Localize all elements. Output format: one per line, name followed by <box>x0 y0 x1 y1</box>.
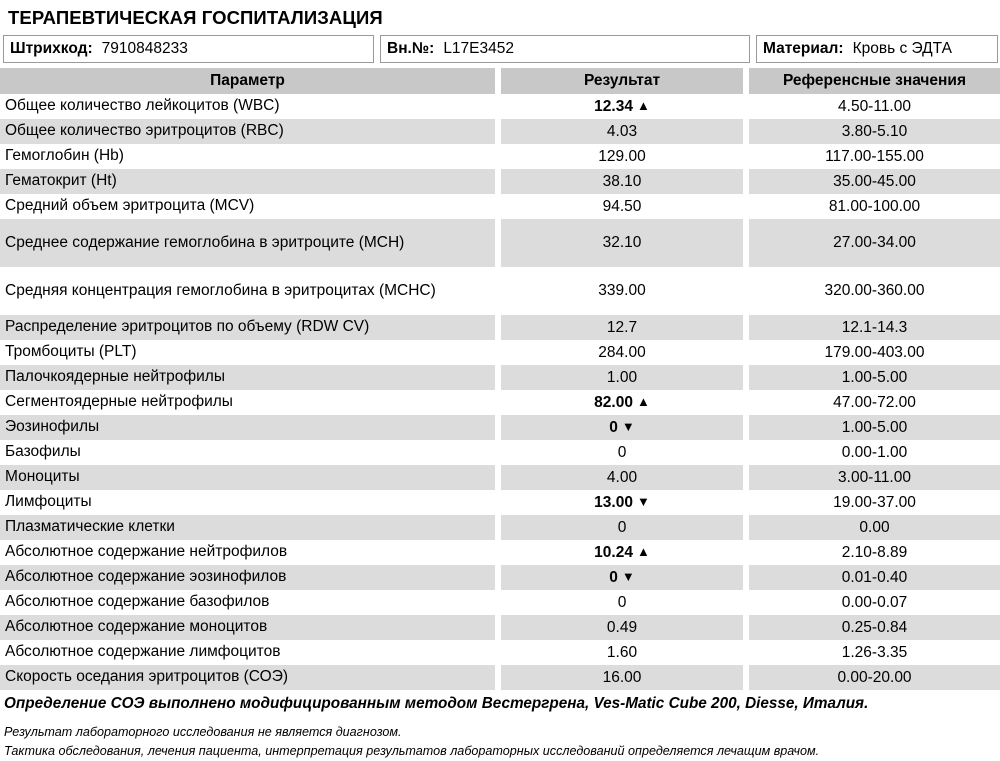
flag-down-icon: ▼ <box>636 493 650 509</box>
column-header-result: Результат <box>501 68 743 94</box>
table-row <box>0 490 1000 515</box>
cell-parameter: Моноциты <box>0 465 495 490</box>
material-label: Материал: <box>763 40 844 58</box>
cell-parameter: Абсолютное содержание базофилов <box>0 590 495 615</box>
cell-parameter: Скорость оседания эритроцитов (СОЭ) <box>0 665 495 690</box>
flag-up-icon: ▲ <box>636 543 650 559</box>
cell-parameter: Базофилы <box>0 440 495 465</box>
table-row <box>0 119 1000 144</box>
cell-parameter: Эозинофилы <box>0 415 495 440</box>
spacer <box>4 715 1000 723</box>
table-row <box>0 565 1000 590</box>
table-row <box>0 194 1000 219</box>
result-value: 0 <box>617 593 627 611</box>
result-value: 284.00 <box>598 343 646 361</box>
internal-number-field <box>380 35 750 63</box>
result-value: 10.24 <box>594 543 633 561</box>
cell-parameter: Плазматические клетки <box>0 515 495 540</box>
cell-parameter: Общее количество эритроцитов (RBC) <box>0 119 495 144</box>
cell-result <box>501 665 743 690</box>
table-row <box>0 590 1000 615</box>
cell-reference: 81.00-100.00 <box>749 194 1000 219</box>
cell-result <box>501 615 743 640</box>
result-value: 1.00 <box>606 368 638 386</box>
material-field <box>756 35 998 63</box>
internal-number-label: Вн.№: <box>387 40 435 58</box>
table-row <box>0 219 1000 267</box>
cell-parameter: Распределение эритроцитов по объему (RDW CV) <box>0 315 495 340</box>
cell-parameter: Средняя концентрация гемоглобина в эритроцитах (MCHC) <box>0 267 495 315</box>
table-row <box>0 267 1000 315</box>
cell-parameter: Сегментоядерные нейтрофилы <box>0 390 495 415</box>
cell-parameter: Среднее содержание гемоглобина в эритроците (MCH) <box>0 219 495 267</box>
cell-parameter: Тромбоциты (PLT) <box>0 340 495 365</box>
table-body <box>0 94 1000 690</box>
page-title: ТЕРАПЕВТИЧЕСКАЯ ГОСПИТАЛИЗАЦИЯ <box>8 7 383 28</box>
internal-number-value: L17E3452 <box>443 40 514 58</box>
table-row <box>0 465 1000 490</box>
table-header-row <box>0 68 1000 94</box>
table-header <box>0 68 1000 94</box>
result-value: 38.10 <box>602 172 642 190</box>
cell-result <box>501 315 743 340</box>
table-row <box>0 94 1000 119</box>
table-row <box>0 615 1000 640</box>
column-header-parameter: Параметр <box>0 68 495 94</box>
method-note: Определение СОЭ выполнено модифицированным методом Вестергрена, Ves-Matic Cube 200, Diesse, Италия. <box>4 695 869 713</box>
barcode-value: 7910848233 <box>101 40 188 58</box>
cell-result <box>501 640 743 665</box>
cell-parameter: Абсолютное содержание нейтрофилов <box>0 540 495 565</box>
cell-parameter: Абсолютное содержание эозинофилов <box>0 565 495 590</box>
cell-reference: 12.1-14.3 <box>749 315 1000 340</box>
flag-up-icon: ▲ <box>636 393 650 409</box>
cell-result <box>501 340 743 365</box>
table-row <box>0 515 1000 540</box>
result-value: 4.00 <box>606 468 638 486</box>
cell-reference: 320.00-360.00 <box>749 267 1000 315</box>
cell-parameter: Средний объем эритроцита (MCV) <box>0 194 495 219</box>
disclaimer-line-1: Результат лабораторного исследования не является диагнозом. <box>4 724 402 739</box>
cell-reference: 27.00-34.00 <box>749 219 1000 267</box>
cell-result <box>501 465 743 490</box>
table-row <box>0 540 1000 565</box>
table-row <box>0 365 1000 390</box>
disclaimer-line-2: Тактика обследования, лечения пациента, интерпретация результатов лабораторных исследований определяется лечащим врачом. <box>4 743 820 758</box>
result-value: 0 <box>609 568 618 586</box>
cell-result <box>501 590 743 615</box>
cell-parameter: Гематокрит (Ht) <box>0 169 495 194</box>
cell-parameter: Абсолютное содержание моноцитов <box>0 615 495 640</box>
table-row <box>0 315 1000 340</box>
cell-reference: 0.00-1.00 <box>749 440 1000 465</box>
cell-reference: 35.00-45.00 <box>749 169 1000 194</box>
cell-result <box>501 267 743 315</box>
cell-reference: 0.25-0.84 <box>749 615 1000 640</box>
result-value: 1.60 <box>606 643 638 661</box>
table-row <box>0 440 1000 465</box>
result-value: 0 <box>609 418 618 436</box>
cell-parameter: Абсолютное содержание лимфоцитов <box>0 640 495 665</box>
cell-result <box>501 144 743 169</box>
cell-result <box>501 94 743 119</box>
cell-reference: 47.00-72.00 <box>749 390 1000 415</box>
column-header-reference: Референсные значения <box>749 68 1000 94</box>
material-value: Кровь с ЭДТА <box>852 40 952 58</box>
cell-result <box>501 415 743 440</box>
barcode-label: Штрихкод: <box>10 40 93 58</box>
cell-reference: 0.00-0.07 <box>749 590 1000 615</box>
barcode-field <box>3 35 374 63</box>
cell-result <box>501 515 743 540</box>
result-value: 0 <box>617 518 627 536</box>
cell-reference: 3.80-5.10 <box>749 119 1000 144</box>
table-row <box>0 340 1000 365</box>
cell-result <box>501 540 743 565</box>
flag-down-icon: ▼ <box>621 568 635 584</box>
cell-reference: 1.00-5.00 <box>749 365 1000 390</box>
cell-parameter: Гемоглобин (Hb) <box>0 144 495 169</box>
cell-reference: 2.10-8.89 <box>749 540 1000 565</box>
flag-up-icon: ▲ <box>636 97 650 113</box>
result-value: 4.03 <box>606 122 638 140</box>
cell-result <box>501 119 743 144</box>
table-row <box>0 415 1000 440</box>
info-bar <box>0 35 1000 63</box>
result-value: 12.7 <box>606 318 638 336</box>
cell-parameter: Общее количество лейкоцитов (WBC) <box>0 94 495 119</box>
result-value: 129.00 <box>598 147 646 165</box>
cell-reference: 0.00-20.00 <box>749 665 1000 690</box>
result-value: 94.50 <box>602 197 642 215</box>
result-value: 0 <box>617 443 627 461</box>
cell-result <box>501 440 743 465</box>
result-value: 32.10 <box>602 234 642 252</box>
cell-reference: 1.26-3.35 <box>749 640 1000 665</box>
cell-reference: 0.00 <box>749 515 1000 540</box>
cell-reference: 19.00-37.00 <box>749 490 1000 515</box>
cell-result <box>501 365 743 390</box>
cell-reference: 117.00-155.00 <box>749 144 1000 169</box>
table-row <box>0 169 1000 194</box>
cell-reference: 4.50-11.00 <box>749 94 1000 119</box>
result-value: 82.00 <box>594 393 633 411</box>
results-table <box>0 68 1000 690</box>
cell-reference: 0.01-0.40 <box>749 565 1000 590</box>
cell-result <box>501 219 743 267</box>
table-row <box>0 390 1000 415</box>
cell-result <box>501 390 743 415</box>
cell-result <box>501 490 743 515</box>
cell-parameter: Палочкоядерные нейтрофилы <box>0 365 495 390</box>
table-row <box>0 144 1000 169</box>
cell-parameter: Лимфоциты <box>0 490 495 515</box>
cell-reference: 179.00-403.00 <box>749 340 1000 365</box>
flag-down-icon: ▼ <box>621 418 635 434</box>
table-row <box>0 640 1000 665</box>
result-value: 0.49 <box>606 618 638 636</box>
result-value: 339.00 <box>598 282 646 300</box>
cell-result <box>501 169 743 194</box>
cell-result <box>501 194 743 219</box>
result-value: 12.34 <box>594 97 633 115</box>
result-value: 13.00 <box>594 493 633 511</box>
cell-reference: 3.00-11.00 <box>749 465 1000 490</box>
result-value: 16.00 <box>602 668 642 686</box>
cell-reference: 1.00-5.00 <box>749 415 1000 440</box>
footnotes <box>0 690 1000 760</box>
table-row <box>0 665 1000 690</box>
cell-result <box>501 565 743 590</box>
